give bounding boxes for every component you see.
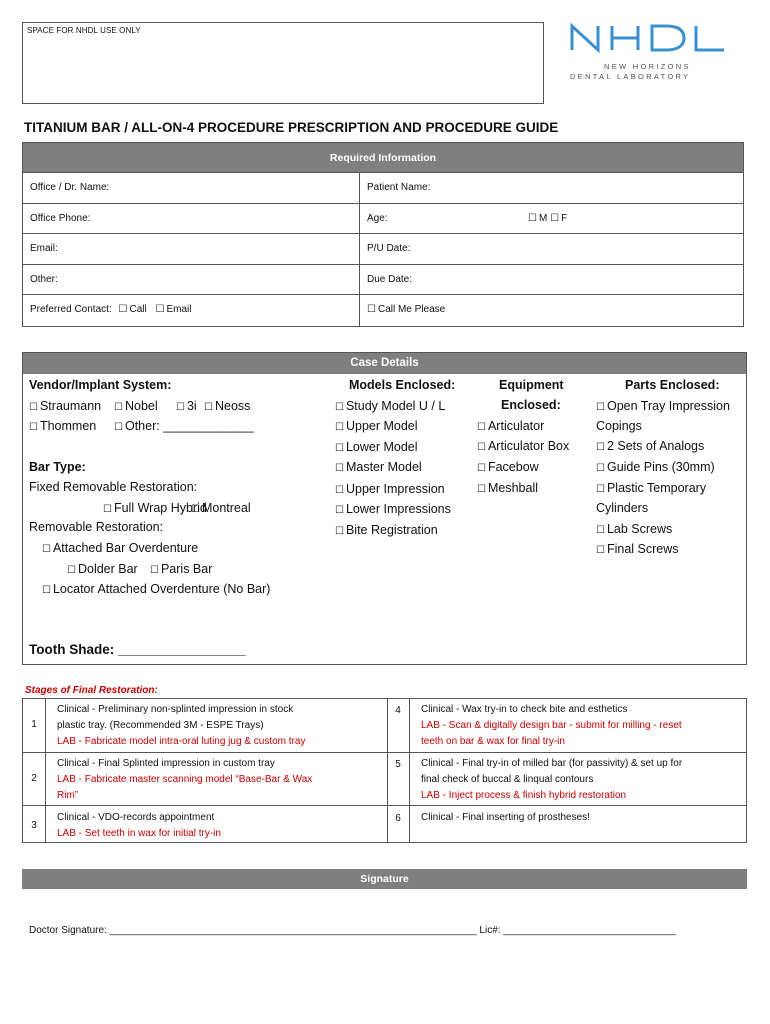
other-field[interactable]: Other: — [23, 265, 360, 295]
stage-clinical: Clinical - Final Splinted impression in custom tray — [57, 758, 275, 769]
preferred-contact-label: Preferred Contact: — [30, 304, 112, 315]
stage-1-text — [57, 702, 305, 750]
preferred-contact-cell — [23, 295, 360, 326]
case-details-box — [22, 352, 747, 665]
logo-subtitle-2: DENTAL LABORATORY — [570, 72, 691, 81]
call-me-cell — [360, 295, 743, 326]
document-title: TITANIUM BAR / ALL-ON-4 PROCEDURE PRESCRIPTION AND PROCEDURE GUIDE — [24, 120, 559, 135]
age-cell — [360, 204, 743, 234]
divider — [45, 699, 46, 842]
montreal-checkbox[interactable]: ☐ Montreal — [191, 501, 251, 515]
divider — [409, 699, 410, 842]
office-phone-field[interactable]: Office Phone: — [23, 204, 360, 234]
stage-number: 2 — [31, 773, 37, 784]
model-master-checkbox[interactable]: ☐ Master Model — [335, 460, 422, 474]
contact-email-checkbox[interactable]: ☐ Email — [155, 304, 191, 315]
nhdl-logo-mark — [568, 20, 728, 60]
stage-lab: LAB - Scan & digitally design bar - submit for milling - reset — [421, 720, 682, 731]
doctor-signature-field[interactable]: Doctor Signature: __________________________________________________________________ Lic#: _______________________________ — [29, 925, 676, 936]
patient-name-field[interactable]: Patient Name: — [367, 182, 431, 193]
table-row — [23, 204, 743, 235]
final-screws-checkbox[interactable]: ☐ Final Screws — [596, 542, 679, 556]
call-me-checkbox[interactable]: ☐ Call Me Please — [367, 304, 445, 315]
straumann-checkbox[interactable]: ☐ Straumann — [29, 399, 101, 413]
nhdl-use-box — [22, 22, 544, 104]
model-upper-checkbox[interactable]: ☐ Upper Model — [335, 419, 418, 433]
stage-number: 1 — [31, 719, 37, 730]
contact-call-checkbox[interactable]: ☐ Call — [119, 304, 147, 315]
stage-lab: LAB - Set teeth in wax for initial try-in — [57, 828, 221, 839]
stage-number: 4 — [395, 705, 401, 716]
attached-bar-checkbox[interactable]: ☐ Attached Bar Overdenture — [42, 541, 198, 555]
sex-options — [528, 204, 567, 234]
case-details-heading: Case Details — [23, 353, 746, 374]
age-field[interactable]: Age: — [367, 212, 388, 224]
equipment-heading: Equipment — [499, 378, 564, 392]
paris-checkbox[interactable]: ☐ Paris Bar — [150, 562, 212, 576]
model-upper-impression-checkbox[interactable]: ☐ Upper Impression — [335, 482, 445, 496]
bar-type-heading: Bar Type: — [29, 460, 86, 474]
full-wrap-checkbox[interactable]: ☐ Full Wrap Hybrid — [103, 501, 207, 515]
nobel-checkbox[interactable]: ☐ Nobel — [114, 399, 158, 413]
parts-heading: Parts Enclosed: — [625, 378, 720, 392]
other-vendor-checkbox[interactable]: ☐ Other: _____________ — [114, 419, 254, 433]
stage-clinical: Clinical - VDO-records appointment — [57, 812, 215, 823]
sex-m-checkbox[interactable]: ☐ M — [528, 213, 547, 224]
required-info-heading: Required Information — [23, 143, 743, 173]
locator-checkbox[interactable]: ☐ Locator Attached Overdenture (No Bar) — [42, 582, 270, 596]
guide-pins-checkbox[interactable]: ☐ Guide Pins (30mm) — [596, 460, 715, 474]
stage-2-text — [57, 756, 312, 804]
copings-label: Copings — [596, 419, 642, 433]
nhdl-use-label: SPACE FOR NHDL USE ONLY — [27, 26, 141, 35]
3i-checkbox[interactable]: ☐ 3i — [176, 399, 197, 413]
signature-heading: Signature — [22, 869, 747, 889]
email-field[interactable]: Email: — [23, 234, 360, 264]
table-row — [23, 234, 743, 265]
plastic-temporary-checkbox[interactable]: ☐ Plastic Temporary — [596, 481, 706, 495]
tooth-shade-field[interactable]: Tooth Shade: _________________ — [29, 642, 246, 657]
stages-table — [22, 698, 747, 843]
stage-clinical: Clinical - Wax try-in to check bite and esthetics — [421, 704, 628, 715]
due-date-field[interactable]: Due Date: — [367, 273, 413, 285]
sex-f-checkbox[interactable]: ☐ F — [550, 213, 567, 224]
model-bite-registration-checkbox[interactable]: ☐ Bite Registration — [335, 523, 438, 537]
facebow-checkbox[interactable]: ☐ Facebow — [477, 460, 539, 474]
models-heading: Models Enclosed: — [349, 378, 456, 392]
stages-title: Stages of Final Restoration: — [25, 685, 158, 696]
nhdl-logo — [568, 20, 728, 86]
stage-lab: teeth on bar & wax for final try-in — [421, 736, 565, 747]
table-row — [23, 173, 743, 204]
open-tray-checkbox[interactable]: ☐ Open Tray Impression — [596, 399, 730, 413]
stage-number: 5 — [395, 759, 401, 770]
cylinders-label: Cylinders — [596, 501, 649, 515]
meshball-checkbox[interactable]: ☐ Meshball — [477, 481, 538, 495]
stage-4-text — [421, 702, 682, 750]
vendor-heading: Vendor/Implant System: — [29, 378, 172, 392]
fixed-removable-label: Fixed Removable Restoration: — [29, 480, 198, 494]
model-lower-checkbox[interactable]: ☐ Lower Model — [335, 440, 418, 454]
stage-lab: Rim” — [57, 790, 79, 801]
stage-lab: LAB - Fabricate model intra-oral luting jug & custom tray — [57, 736, 306, 747]
thommen-checkbox[interactable]: ☐ Thommen — [29, 419, 96, 433]
equipment-heading-2: Enclosed: — [501, 398, 561, 412]
stage-5-text — [421, 756, 682, 804]
analogs-checkbox[interactable]: ☐ 2 Sets of Analogs — [596, 439, 704, 453]
table-row — [23, 295, 743, 326]
divider — [23, 752, 746, 753]
office-dr-field[interactable]: Office / Dr. Name: — [23, 173, 360, 203]
stage-clinical: Clinical - Preliminary non-splinted impression in stock — [57, 704, 294, 715]
articulator-box-checkbox[interactable]: ☐ Articulator Box — [477, 439, 569, 453]
stage-clinical: final check of buccal & linqual contours — [421, 774, 594, 785]
model-lower-impressions-checkbox[interactable]: ☐ Lower Impressions — [335, 502, 451, 516]
stage-clinical: Clinical - Final try-in of milled bar (for passivity) & set up for — [421, 758, 683, 769]
required-info-table — [22, 142, 744, 327]
table-row — [23, 265, 743, 296]
stage-clinical: Clinical - Final inserting of prostheses! — [421, 812, 590, 823]
stage-6-text — [421, 810, 590, 826]
removable-label: Removable Restoration: — [29, 520, 164, 534]
stage-lab: LAB - Inject process & finish hybrid restoration — [421, 790, 627, 801]
stage-lab: LAB - Fabricate master scanning model “Base-Bar & Wax — [57, 774, 313, 785]
pu-date-field[interactable]: P/U Date: — [367, 243, 411, 254]
stage-number: 6 — [395, 813, 401, 824]
model-study-checkbox[interactable]: ☐ Study Model U / L — [335, 399, 445, 413]
logo-subtitle-1: NEW HORIZONS — [604, 62, 691, 71]
articulator-checkbox[interactable]: ☐ Articulator — [477, 419, 544, 433]
stage-clinical: plastic tray. (Recommended 3M - ESPE Trays) — [57, 720, 264, 731]
lab-screws-checkbox[interactable]: ☐ Lab Screws — [596, 522, 672, 536]
stage-number: 3 — [31, 820, 37, 831]
neoss-checkbox[interactable]: ☐ Neoss — [204, 399, 250, 413]
dolder-checkbox[interactable]: ☐ Dolder Bar — [67, 562, 138, 576]
divider — [23, 805, 746, 806]
stage-3-text — [57, 810, 221, 842]
